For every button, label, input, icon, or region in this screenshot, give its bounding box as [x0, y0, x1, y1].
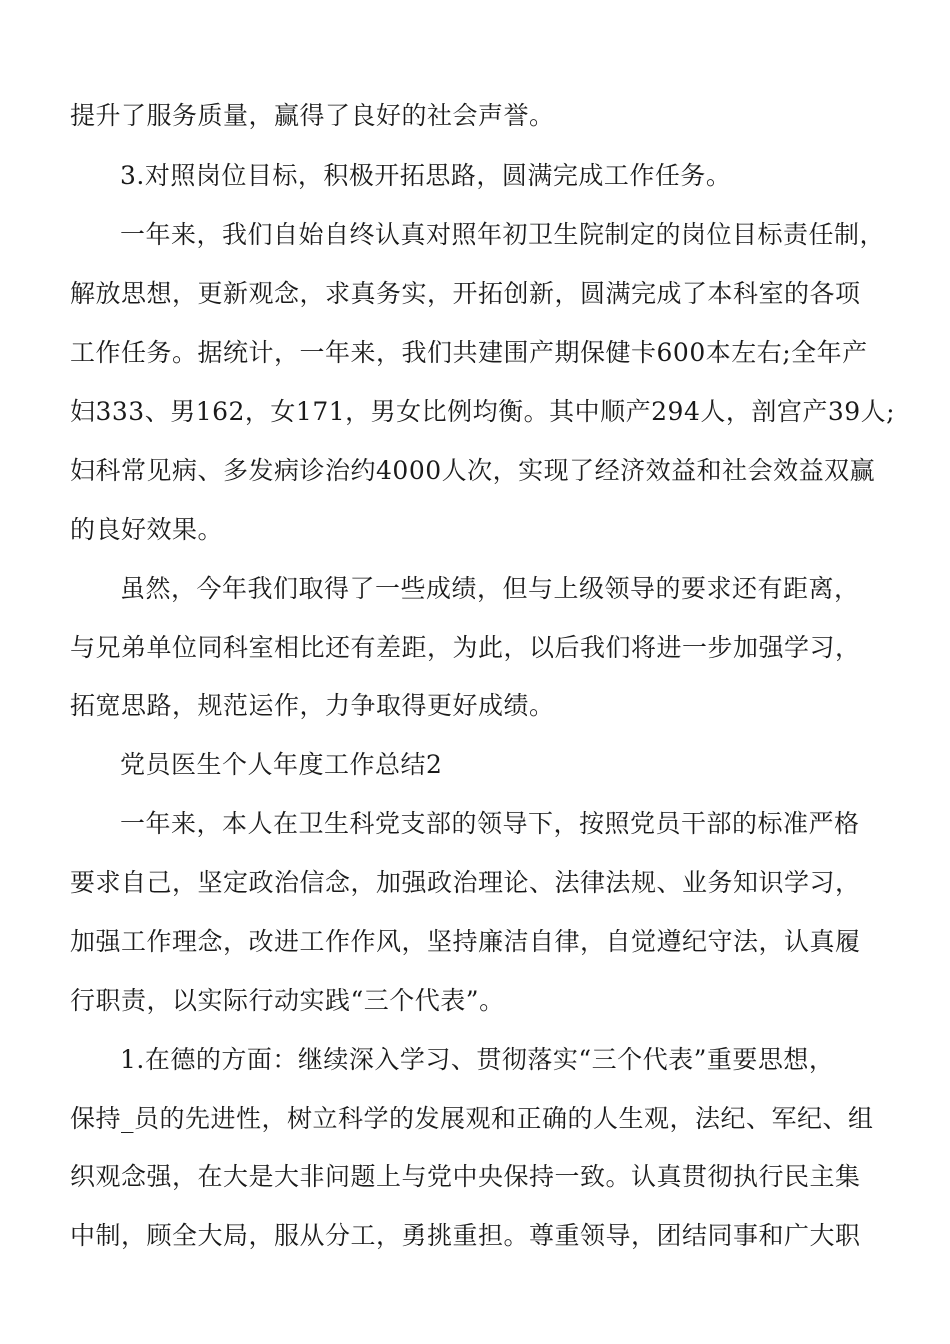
text-line: 一年来，本人在卫生科党支部的领导下，按照党员干部的标准严格: [120, 809, 860, 838]
section-heading: 党员医生个人年度工作总结2: [120, 750, 443, 779]
text-line: 提升了服务质量，赢得了良好的社会声誉。: [70, 101, 555, 130]
text-line: 的良好效果。: [70, 515, 224, 544]
text-line: 妇333、男162，女171，男女比例均衡。其中顺产294人，剖宫产39人;: [70, 397, 896, 426]
text-line: 要求自己，坚定政治信念，加强政治理论、法律法规、业务知识学习，: [70, 868, 861, 897]
text-line: 保持_员的先进性，树立科学的发展观和正确的人生观，法纪、军纪、组: [70, 1104, 874, 1133]
text-line: 加强工作理念，改进工作作风，坚持廉洁自律，自觉遵纪守法，认真履: [70, 927, 861, 956]
text-line: 3.对照岗位目标，积极开拓思路，圆满完成工作任务。: [120, 161, 732, 190]
text-line: 解放思想，更新观念，求真务实，开拓创新，圆满完成了本科室的各项: [70, 279, 861, 308]
text-line: 工作任务。据统计，一年来，我们共建围产期保健卡600本左右;全年产: [70, 338, 868, 367]
text-line: 妇科常见病、多发病诊治约4000人次，实现了经济效益和社会效益双赢: [70, 456, 876, 485]
text-line: 一年来，我们自始自终认真对照年初卫生院制定的岗位目标责任制，: [120, 220, 886, 249]
text-line: 拓宽思路，规范运作，力争取得更好成绩。: [70, 691, 555, 720]
text-line: 织观念强，在大是大非问题上与党中央保持一致。认真贯彻执行民主集: [70, 1162, 861, 1191]
text-line: 中制，顾全大局，服从分工，勇挑重担。尊重领导，团结同事和广大职: [70, 1221, 861, 1250]
text-line: 行职责，以实际行动实践“三个代表”。: [70, 986, 505, 1015]
text-line: 1.在德的方面：继续深入学习、贯彻落实“三个代表”重要思想，: [120, 1045, 835, 1074]
text-line: 与兄弟单位同科室相比还有差距，为此，以后我们将进一步加强学习，: [70, 633, 861, 662]
text-line: 虽然，今年我们取得了一些成绩，但与上级领导的要求还有距离，: [120, 574, 860, 603]
